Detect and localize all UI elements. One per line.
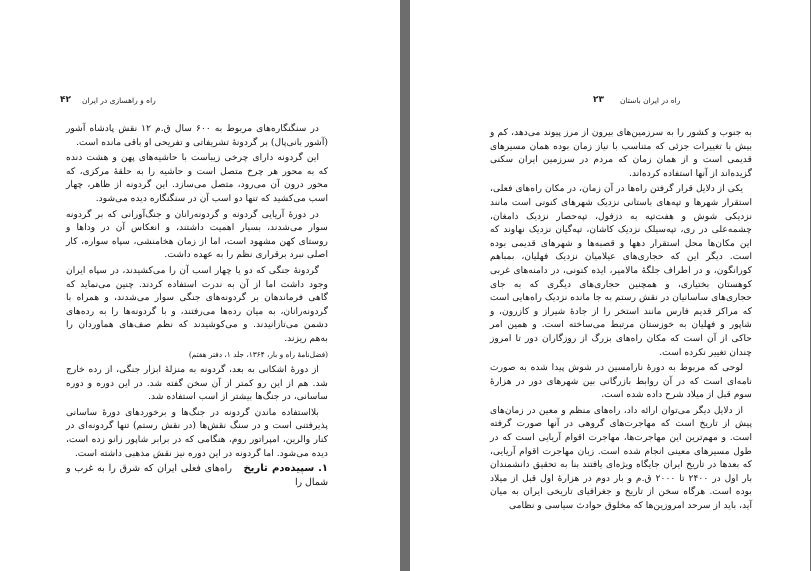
section-title: سپیده‌دم تاریخ [243,463,315,475]
header-title: راه و راهسازی در ایران [82,96,156,105]
right-page [410,0,810,571]
paragraph: از دورهٔ اشکانی به بعد، گردونه به منزلهٔ ابزار جنگی، از رده خارج شد. هم از این رو کمتر از آن سخن گفته شد. در این دوره و دوره ساسانی، در جنگ‌ها بیشتر از اسب استفاده شد. [66,364,328,403]
left-page [0,0,400,571]
running-header [470,95,750,109]
paragraph: این گردونه دارای چرخی زیباست با حاشیه‌های پهن و هشت دنده که به محور هر چرخ متصل است و حاشیه را به حلقهٔ مرکزی، که محور درون آن می‌رود، متصل می‌سازد. این گردونه از ظاهر، چهار اسب می‌کشید که تنها دو اسب آن در سنگنگاره دیده می‌شود. [66,152,328,204]
page-number: ۴۲ [60,95,71,105]
page-gutter [400,0,410,571]
paragraph: یکی از دلایل قرار گرفتن راه‌ها در آن زمان، در مکان راه‌های فعلی، استقرار شهرها و تپه‌های باستانی نزدیک شهرهای کنونی است مانند نزدیکی شوش و هفت‌تپه به دزفول، تپه‌حصار نزدیک دامغان، چشمه‌علی در ری، تپه‌سیلک نزدیک کاشان، تپه‌گیان نزدیک نهاوند که این مکان‌ها محل استقرار دهها و قصبه‌ها و شهرهای قدیمی بوده است. دیگر این که حجاری‌های عیلامیان نزدیک فهلیان، بمباهم کورانگون، و در اطراف جلگهٔ مالامیر، ایذه کنونی، در دامنه‌های غربی کوهستان بختیاری، و همچنین حجاری‌های دیگری که به جای حجاری‌های ساسانیان در نقش رستم به جا مانده نزدیک راه‌هایی است که مراکز قدیم فارس مانند استخر را از جادهٔ شیراز و کازرون، و شاپور و فهلیان به خوزستان مرتبط می‌ساخته است. و همین امر حاکی از آن است که مکان راه‌های بزرگ از روزگاران دور تا امروز چندان تغییر نکرده است. [490,183,752,358]
section-text: راه‌های فعلی ایران که شرق را به غرب و شمال را [66,463,328,488]
header-title: راه در ایران باستان [620,96,681,105]
paragraph: به جنوب و کشور را به سرزمین‌های بیرون از مرز پیوند می‌دهد، کم و بیش با تغییرات جزئی که متناسب با نیاز زمان بوده همان مسیرهای قدیمی است و از همان زمان که مردم در سرزمین ایران سکنی گزیده‌اند از آنها استفاده کرده‌اند. [490,127,752,179]
running-header [60,95,340,109]
paragraph: لوحی که مربوط به دورهٔ نارامسین در شوش پیدا شده به صورت نامه‌ای است که در آن روابط بازرگانی بین شهرهای دور در هزارهٔ سوم قبل از میلاد شرح داده شده است. [490,362,752,401]
body-text [66,122,328,491]
paragraph: بلااستفاده ماندن گردونه در جنگ‌ها و برخوردهای دورهٔ ساسانی پذیرفتنی است و در سنگ نقش‌ها (در نقش رستم) تنها گردونه‌ای در کنار والرین، امپراتور روم، هنگامی که در برابر شاپور زانو زده است، دیده می‌شود. اما گردونه در این دوره نیز نقش مذهبی داشته است. [66,406,328,459]
section-number: ۱. [318,463,328,475]
paragraph: در دورهٔ آریایی گردونه و گردونه‌رانان و جنگ‌آورانی که بر گردونه سوار می‌شدند، بسیار اهمیت داشتند، و انعکاس آن در وداها و روستای کهن مشهود است، اما از زمان هخامنشی، سپاه سواره، کار اصلی نبرد برقراری نظم را به عهده داشت. [66,208,328,261]
body-text [490,126,752,515]
paragraph: در سنگنگاره‌های مربوط به ۶۰۰ سال ق.م ۱۲ نقش پادشاه آشور (آشور بانی‌پال) بر گردونهٔ تشریفاتی و تفریحی او باقی مانده است. [66,123,328,148]
paragraph: از دلایل دیگر می‌توان ارائه داد، راه‌های منظم و معین در زمان‌های پیش از تاریخ است که مهاجرت‌های گروهی در آنها صورت گرفته است. و مهم‌ترین این مهاجرت‌ها، مهاجرت اقوام آریایی است که در طول مسیرهای معینی انجام شده است. زبان مهاجرت اقوام آریایی، که بعدها در تاریخ ایران جایگاه ویژه‌ای یافتند بنا به تحقیق دانشمندان بار اول در ۲۴۰۰ تا ۲۰۰۰ ق.م و بار دوم در هزارهٔ اول قبل از میلاد بوده است. هرگاه سخن از تاریخ و جغرافیای تاریخی ایران به میان آید، باید از سرحد امروزین‌ها که مخلوق حوادث سیاسی و نظامی [490,404,753,512]
section-heading [66,462,328,489]
paragraph: گردونهٔ جنگی که دو یا چهار اسب آن را می‌کشیدند، در سپاه ایران وجود داشت اما از آن به ندرت استفاده کردند. چنین می‌نماید که گاهی فرماندهان بر گردونه‌های جنگی سوار می‌شدند، و همراه با گردونه‌رانان، به میان رده‌ها می‌رفتند، و با گردونه‌ها را به رده‌های دشمن می‌تازانیدند. و می‌کوشیدند که نظم صف‌های هماوردان را به‌هم ریزند. [66,264,328,344]
page-number: ۲۳ [593,95,604,105]
citation: (فضل‌نامهٔ راه و بار، ۱۳۶۴، جلد ۱، دفتر هفتم) [188,349,328,359]
